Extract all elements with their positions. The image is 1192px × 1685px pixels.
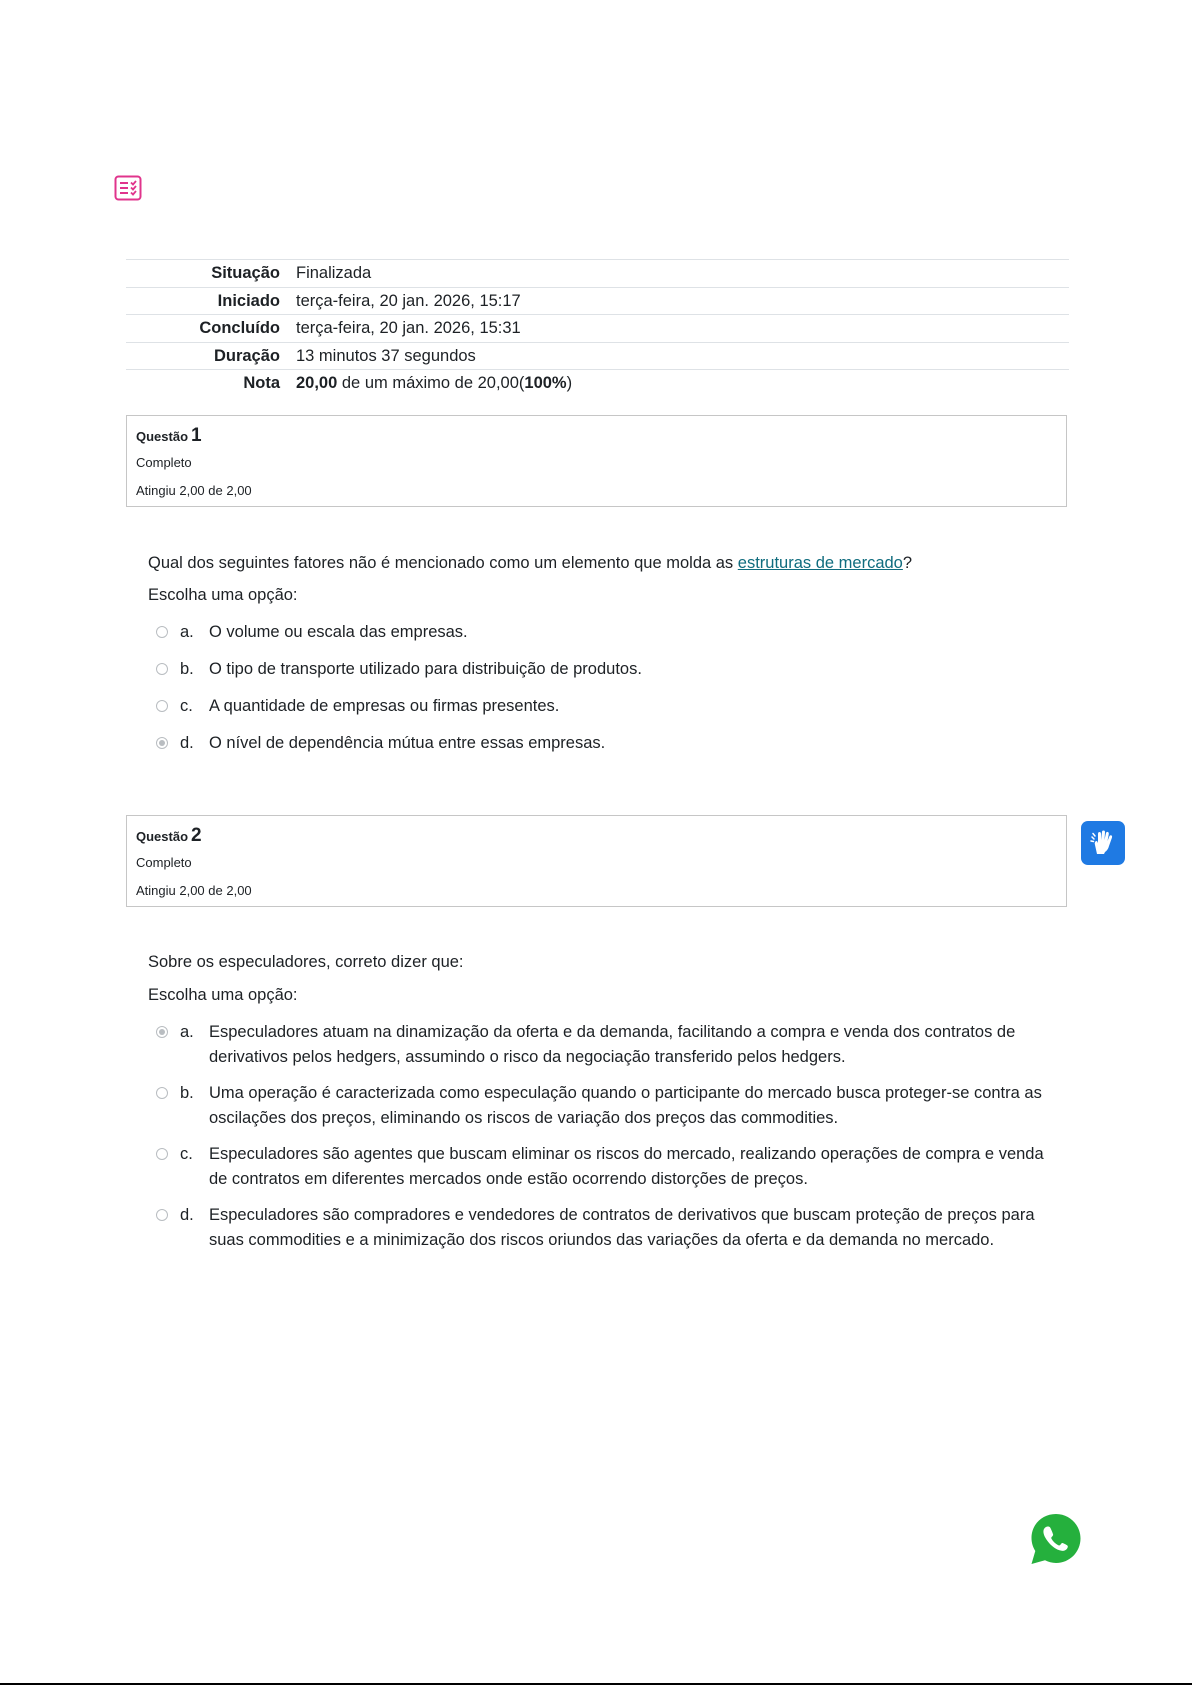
question-text-after: ? xyxy=(902,554,913,572)
question-2-prompt: Escolha uma opção: xyxy=(148,986,298,1004)
quiz-icon xyxy=(114,175,142,201)
question-label: Questão xyxy=(136,429,189,444)
whatsapp-button[interactable] xyxy=(1028,1511,1084,1567)
grade-end: ) xyxy=(566,374,573,392)
summary-grade-value xyxy=(296,370,1069,397)
question-state: Completo xyxy=(136,855,192,870)
radio-button-selected[interactable] xyxy=(156,737,168,749)
summary-row-situacao xyxy=(126,260,1069,288)
option-text: O tipo de transporte utilizado para distribuição de produtos. xyxy=(209,660,642,678)
summary-row-duracao xyxy=(126,342,1069,370)
question-1-prompt: Escolha uma opção: xyxy=(148,586,298,604)
whatsapp-icon xyxy=(1028,1511,1084,1567)
radio-button[interactable] xyxy=(156,1087,168,1099)
summary-label: Concluído xyxy=(199,319,280,337)
summary-value: terça-feira, 20 jan. 2026, 15:31 xyxy=(296,319,521,337)
glossary-link[interactable]: estruturas de mercado xyxy=(737,554,903,572)
question-1-text xyxy=(148,554,912,573)
question-grade: Atingiu 2,00 de 2,00 xyxy=(136,883,252,898)
summary-value: terça-feira, 20 jan. 2026, 15:17 xyxy=(296,291,521,310)
question-label: Questão xyxy=(136,829,189,844)
grade-percent: 100% xyxy=(524,374,567,392)
summary-row-iniciado xyxy=(126,287,1069,315)
attempt-summary-table xyxy=(126,259,1069,397)
question-text-before: Qual dos seguintes fatores não é mencionado como um elemento que molda as xyxy=(148,554,738,572)
question-num: 1 xyxy=(191,425,202,446)
question-number xyxy=(136,425,202,447)
summary-row-nota xyxy=(126,370,1069,397)
summary-label: Nota xyxy=(243,374,280,392)
option-letter: b. xyxy=(180,660,194,678)
summary-label: Iniciado xyxy=(217,291,280,310)
grade-score: 20,00 xyxy=(296,374,338,392)
sign-language-icon xyxy=(1089,829,1117,857)
question-state: Completo xyxy=(136,455,192,470)
question-grade: Atingiu 2,00 de 2,00 xyxy=(136,483,252,498)
radio-button[interactable] xyxy=(156,1148,168,1160)
question-1-info xyxy=(126,415,1067,507)
question-2-info xyxy=(126,815,1067,907)
option-text: Especuladores são agentes que buscam eliminar os riscos do mercado, realizando operações de compra e venda de contratos em diferentes mercados onde estão ocorrendo distorções de preços. xyxy=(209,1145,1044,1188)
option-text: Uma operação é caracterizada como especulação quando o participante do mercado busca proteger-se contra as oscilações dos preços, eliminando os riscos de variação dos preços das commodities. xyxy=(209,1084,1042,1127)
option-text: A quantidade de empresas ou firmas presentes. xyxy=(209,697,560,715)
option-letter: c. xyxy=(180,697,193,715)
radio-button[interactable] xyxy=(156,1209,168,1221)
option-letter: d. xyxy=(180,1206,194,1224)
summary-label: Situação xyxy=(211,264,280,282)
option-text: O nível de dependência mútua entre essas empresas. xyxy=(209,734,606,752)
radio-button[interactable] xyxy=(156,626,168,638)
summary-value: Finalizada xyxy=(296,264,372,282)
question-2-text: Sobre os especuladores, correto dizer que: xyxy=(148,953,464,971)
option-letter: c. xyxy=(180,1145,193,1163)
option-letter: d. xyxy=(180,734,194,752)
option-letter: b. xyxy=(180,1084,194,1102)
option-text: Especuladores são compradores e vendedores de contratos de derivativos que buscam proteção de preços para suas commodities e a minimização dos riscos oriundos das variações da oferta e da demanda no mercado. xyxy=(209,1206,1035,1249)
radio-button[interactable] xyxy=(156,663,168,675)
radio-button[interactable] xyxy=(156,700,168,712)
sign-language-button[interactable] xyxy=(1081,821,1125,865)
question-number xyxy=(136,825,202,847)
radio-button-selected[interactable] xyxy=(156,1026,168,1038)
option-text: O volume ou escala das empresas. xyxy=(209,623,468,641)
question-num: 2 xyxy=(191,825,202,846)
grade-middle: de um máximo de 20,00( xyxy=(337,374,525,392)
option-text: Especuladores atuam na dinamização da oferta e da demanda, facilitando a compra e venda dos contratos de derivativos pelos hedgers, assumindo o risco da negociação transferido pelos hedgers. xyxy=(209,1023,1016,1066)
summary-value: 13 minutos 37 segundos xyxy=(296,346,476,365)
summary-label: Duração xyxy=(213,346,280,365)
summary-row-concluido xyxy=(126,315,1069,343)
option-letter: a. xyxy=(180,1023,194,1041)
option-letter: a. xyxy=(180,623,194,641)
